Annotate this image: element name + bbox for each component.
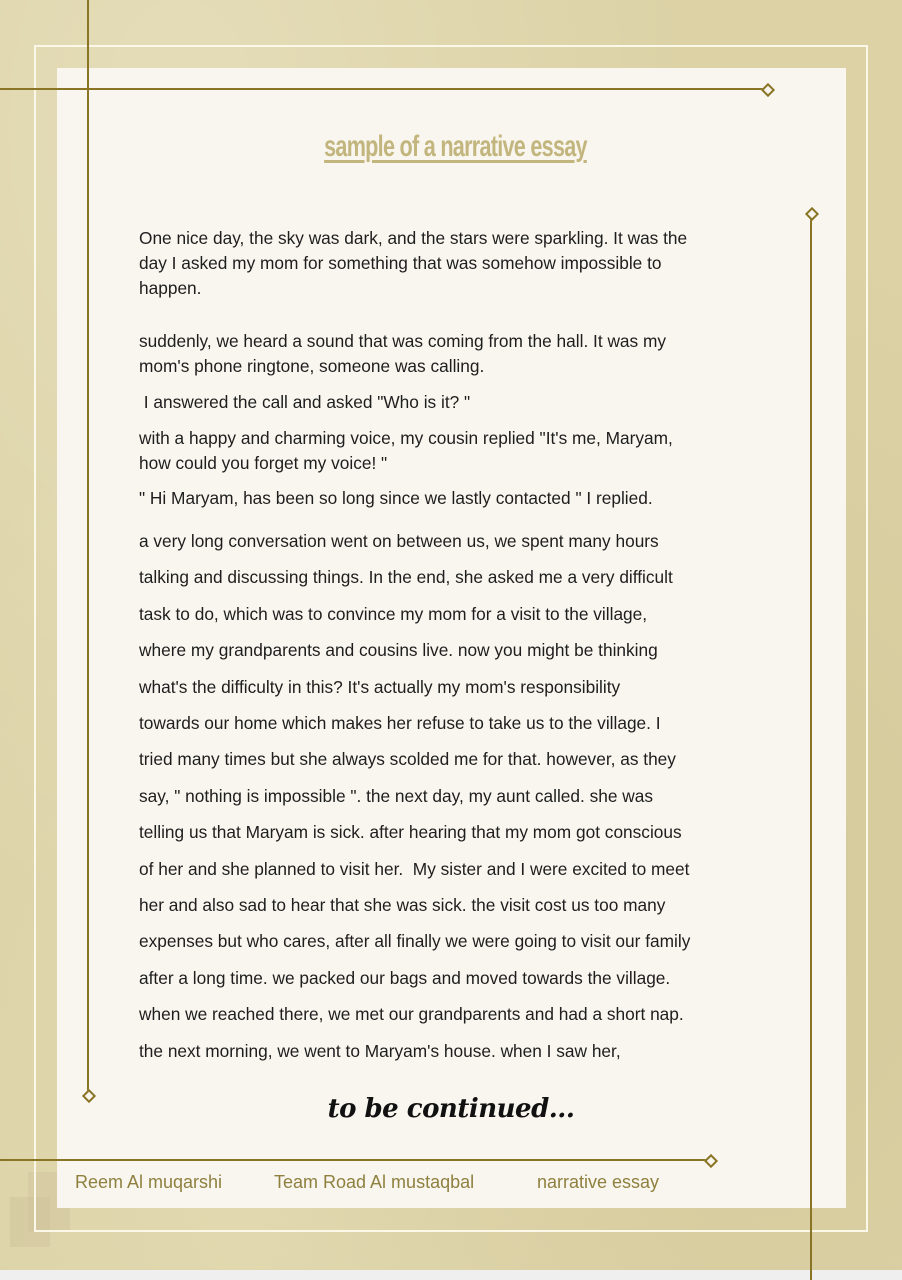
text-line: say, " nothing is impossible ". the next day, my aunt called. she was bbox=[139, 785, 653, 806]
text-line: telling us that Maryam is sick. after hearing that my mom got conscious bbox=[139, 822, 682, 843]
text-line: after a long time. we packed our bags and moved towards the village. bbox=[139, 967, 671, 988]
text-line: how could you forget my voice! " bbox=[139, 453, 388, 473]
to-be-continued-label: to be continued... bbox=[327, 1094, 575, 1124]
page-title-text: sample of a narrative essay bbox=[324, 130, 587, 163]
text-line: suddenly, we heard a sound that was coming from the hall. It was my bbox=[139, 331, 667, 351]
decor-line-top-horizontal bbox=[0, 88, 764, 90]
footer-team: Team Road Al mustaqbal bbox=[274, 1172, 475, 1192]
essay-paragraph-3 bbox=[139, 390, 779, 415]
decor-line-bottom-horizontal bbox=[0, 1159, 707, 1161]
text-line: the next morning, we went to Maryam's house. when I saw her, bbox=[139, 1040, 621, 1061]
text-line: where my grandparents and cousins live. now you might be thinking bbox=[139, 640, 658, 661]
text-line: of her and she planned to visit her. My sister and I were excited to meet bbox=[139, 858, 690, 879]
text-line: One nice day, the sky was dark, and the stars were sparkling. It was the bbox=[139, 228, 688, 248]
essay-intro bbox=[139, 226, 779, 301]
text-line: mom's phone ringtone, someone was calling. bbox=[139, 356, 485, 376]
footer-author: Reem Al muqarshi bbox=[75, 1172, 223, 1192]
essay-paragraph-long bbox=[139, 523, 779, 1069]
text-line: with a happy and charming voice, my cousin replied "It's me, Maryam, bbox=[139, 428, 673, 448]
text-line: a very long conversation went on between us, we spent many hours bbox=[139, 531, 659, 551]
text-line: when we reached there, we met our grandparents and had a short nap. bbox=[139, 1004, 684, 1025]
essay-paragraph-2 bbox=[139, 329, 779, 379]
essay-paragraph-4 bbox=[139, 426, 779, 476]
text-line: task to do, which was to convince my mom for a visit to the village, bbox=[139, 603, 648, 624]
text-line: " Hi Maryam, has been so long since we lastly contacted " I replied. bbox=[139, 488, 653, 508]
text-line: I answered the call and asked "Who is it? " bbox=[139, 392, 471, 412]
text-line: talking and discussing things. In the end, she asked me a very difficult bbox=[139, 567, 673, 588]
text-line: towards our home which makes her refuse to take us to the village. I bbox=[139, 713, 661, 734]
text-line: tried many times but she always scolded me for that. however, as they bbox=[139, 749, 676, 770]
page-title bbox=[131, 130, 780, 164]
essay-paragraph-5 bbox=[139, 486, 779, 511]
text-line: expenses but who cares, after all finally we were going to visit our family bbox=[139, 931, 691, 952]
bottom-strip bbox=[0, 1270, 902, 1280]
text-line: her and also sad to hear that she was sick. the visit cost us too many bbox=[139, 895, 666, 916]
text-line: happen. bbox=[139, 278, 202, 298]
footer-category: narrative essay bbox=[537, 1172, 660, 1192]
decor-line-left-vertical bbox=[87, 0, 89, 1092]
text-line: what's the difficulty in this? It's actually my mom's responsibility bbox=[139, 676, 621, 697]
text-line: day I asked my mom for something that was somehow impossible to bbox=[139, 253, 662, 273]
